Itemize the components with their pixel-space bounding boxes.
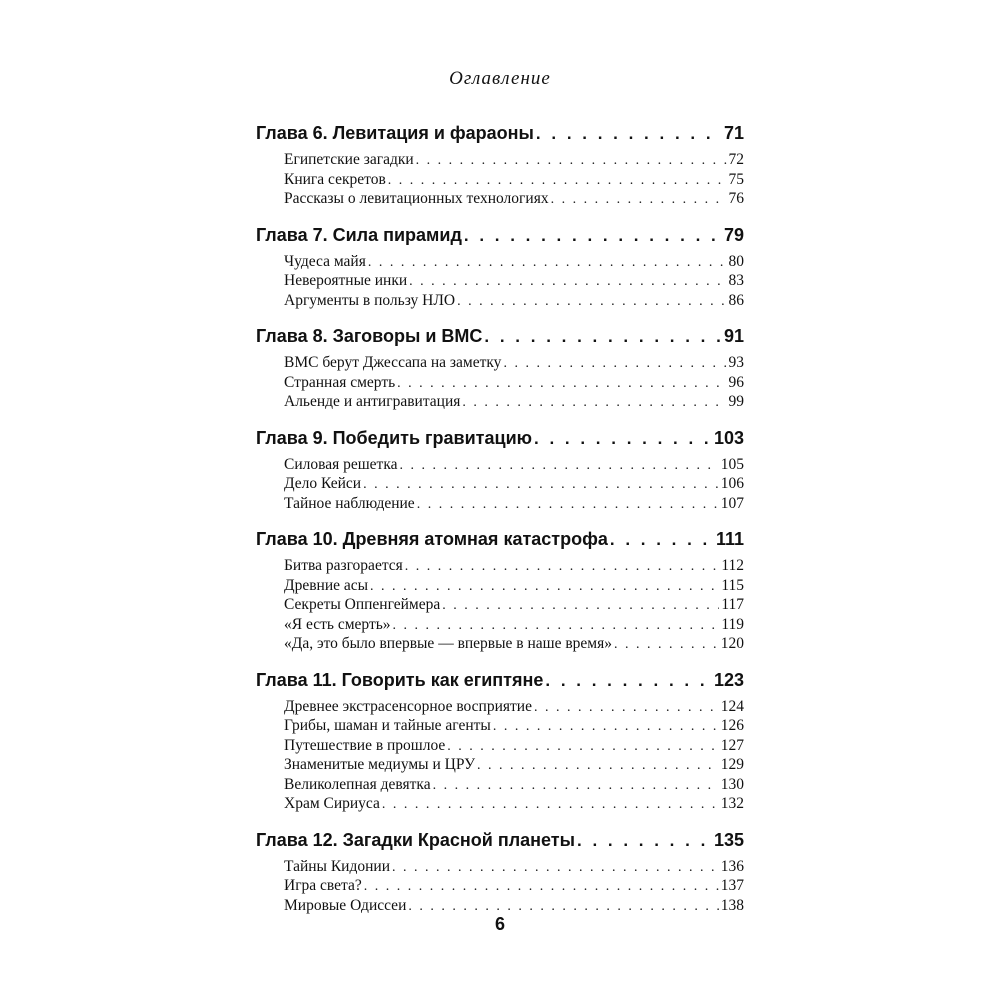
dot-leader [457, 295, 726, 309]
section-entry [284, 353, 744, 373]
dot-leader [577, 832, 712, 849]
section-page: 136 [720, 857, 744, 875]
section-title: Альенде и антигравитация [284, 393, 461, 410]
section-entry [284, 896, 744, 916]
section-entry [284, 170, 744, 190]
toc-chapter [256, 323, 744, 412]
section-entry [284, 595, 744, 615]
section-list [256, 556, 744, 654]
chapter-title: Глава 8. Заговоры и ВМС [256, 326, 483, 346]
dot-leader [534, 430, 712, 447]
section-entry [284, 291, 744, 311]
dot-leader [551, 193, 727, 207]
dot-leader [433, 779, 719, 793]
section-page: 99 [728, 393, 744, 410]
section-title: Тайное наблюдение [284, 494, 415, 512]
dot-leader [614, 638, 719, 652]
chapter-title: Глава 12. Загадки Красной планеты [256, 829, 575, 850]
section-page: 80 [728, 252, 744, 270]
toc-chapter [256, 827, 744, 916]
dot-leader [464, 227, 722, 244]
section-list [256, 697, 744, 814]
section-page: 96 [728, 373, 744, 391]
section-title: Знаменитые медиумы и ЦРУ [284, 756, 476, 773]
dot-leader [405, 560, 720, 574]
chapter-entry [256, 526, 744, 552]
section-title: «Я есть смерть» [284, 615, 391, 633]
running-header: Оглавление [449, 68, 551, 89]
chapter-title: Глава 11. Говорить как египтяне [256, 669, 544, 690]
section-page: 83 [728, 272, 744, 289]
section-title: Грибы, шаман и тайные агенты [284, 717, 491, 734]
section-entry [284, 556, 744, 576]
section-page: 126 [720, 717, 744, 734]
dot-leader [536, 125, 722, 142]
section-title: Мировые Одиссеи [284, 896, 407, 914]
section-title: Храм Сириуса [284, 795, 380, 812]
section-page: 107 [720, 494, 744, 512]
section-page: 120 [720, 635, 744, 652]
section-page: 76 [728, 190, 744, 207]
section-entry [284, 494, 744, 514]
table-of-contents [256, 120, 744, 928]
section-page: 115 [721, 576, 744, 594]
chapter-title: Глава 9. Победить гравитацию [256, 427, 533, 448]
dot-leader [442, 599, 719, 613]
dot-leader [610, 531, 714, 548]
section-entry [284, 576, 744, 596]
section-page: 112 [721, 557, 744, 574]
dot-leader [484, 328, 722, 345]
section-entry [284, 271, 744, 291]
section-page: 105 [720, 455, 744, 473]
dot-leader [477, 759, 719, 773]
section-entry [284, 697, 744, 717]
section-title: Силовая решетка [284, 455, 398, 473]
chapter-page: 79 [723, 224, 744, 245]
section-entry [284, 392, 744, 412]
dot-leader [370, 580, 719, 594]
page-number: 6 [494, 914, 505, 934]
dot-leader [388, 174, 727, 188]
section-entry [284, 736, 744, 756]
section-page: 117 [721, 596, 744, 613]
toc-chapter [256, 120, 744, 209]
section-title: Аргументы в пользу НЛО [284, 291, 456, 309]
dot-leader [364, 880, 719, 894]
toc-chapter [256, 425, 744, 514]
section-title: Дело Кейси [284, 475, 362, 492]
chapter-page: 135 [713, 829, 744, 850]
dot-leader [409, 275, 726, 289]
section-title: Секреты Оппенгеймера [284, 596, 441, 613]
dot-leader [397, 377, 726, 391]
dot-leader [368, 256, 727, 270]
chapter-entry [256, 222, 744, 248]
section-entry [284, 876, 744, 896]
section-page: 93 [728, 354, 744, 371]
dot-leader [416, 154, 727, 168]
section-page: 137 [720, 877, 744, 894]
dot-leader [393, 619, 720, 633]
section-title: Древнее экстрасенсорное восприятие [284, 697, 532, 715]
section-entry [284, 189, 744, 209]
section-page: 86 [728, 291, 744, 309]
section-list [256, 455, 744, 514]
section-page: 127 [720, 736, 744, 754]
section-title: Чудеса майя [284, 252, 366, 270]
chapter-entry [256, 120, 744, 146]
section-entry [284, 252, 744, 272]
chapter-entry [256, 425, 744, 451]
dot-leader [503, 357, 726, 371]
section-title: ВМС берут Джессапа на заметку [284, 354, 502, 371]
section-title: Битва разгорается [284, 557, 403, 574]
section-title: Путешествие в прошлое [284, 736, 446, 754]
section-list [256, 353, 744, 412]
section-page: 138 [720, 896, 744, 914]
dot-leader [363, 478, 719, 492]
section-entry [284, 455, 744, 475]
section-title: Тайны Кидонии [284, 857, 390, 875]
chapter-entry [256, 323, 744, 349]
section-entry [284, 474, 744, 494]
section-title: Великолепная девятка [284, 775, 431, 793]
chapter-page: 123 [713, 669, 744, 690]
section-title: Древние асы [284, 576, 369, 594]
section-list [256, 252, 744, 311]
section-entry [284, 150, 744, 170]
chapter-page: 71 [723, 123, 744, 143]
section-entry [284, 755, 744, 775]
section-page: 124 [720, 697, 744, 715]
chapter-entry [256, 827, 744, 853]
section-title: Странная смерть [284, 373, 396, 391]
section-list [256, 857, 744, 916]
toc-chapter [256, 222, 744, 311]
dot-leader [545, 672, 712, 689]
chapter-title: Глава 10. Древняя атомная катастрофа [256, 529, 608, 549]
dot-leader [417, 498, 719, 512]
section-entry [284, 794, 744, 814]
section-page: 119 [721, 615, 744, 633]
section-entry [284, 634, 744, 654]
section-title: Невероятные инки [284, 272, 408, 289]
toc-chapter [256, 667, 744, 814]
section-entry [284, 373, 744, 393]
section-page: 72 [728, 151, 744, 168]
dot-leader [392, 861, 719, 875]
chapter-page: 103 [713, 427, 744, 448]
chapter-title: Глава 7. Сила пирамид [256, 224, 462, 245]
chapter-page: 111 [715, 529, 744, 549]
section-entry [284, 716, 744, 736]
chapter-title: Глава 6. Левитация и фараоны [256, 123, 534, 143]
dot-leader [400, 459, 719, 473]
section-page: 129 [720, 756, 744, 773]
section-entry [284, 615, 744, 635]
section-page: 106 [720, 475, 744, 492]
section-entry [284, 775, 744, 795]
section-list [256, 150, 744, 209]
section-entry [284, 857, 744, 877]
section-title: Рассказы о левитационных технологиях [284, 190, 549, 207]
dot-leader [534, 701, 719, 715]
section-title: «Да, это было впервые — впервые в наше время» [284, 635, 612, 652]
section-page: 132 [720, 795, 744, 812]
chapter-entry [256, 667, 744, 693]
dot-leader [382, 798, 719, 812]
chapter-page: 91 [723, 326, 744, 346]
section-page: 130 [720, 775, 744, 793]
section-page: 75 [728, 170, 744, 188]
section-title: Книга секретов [284, 170, 386, 188]
section-title: Игра света? [284, 877, 362, 894]
dot-leader [408, 900, 718, 914]
section-title: Египетские загадки [284, 151, 414, 168]
toc-chapter [256, 526, 744, 654]
dot-leader [462, 396, 726, 410]
dot-leader [447, 740, 718, 754]
dot-leader [493, 720, 719, 734]
